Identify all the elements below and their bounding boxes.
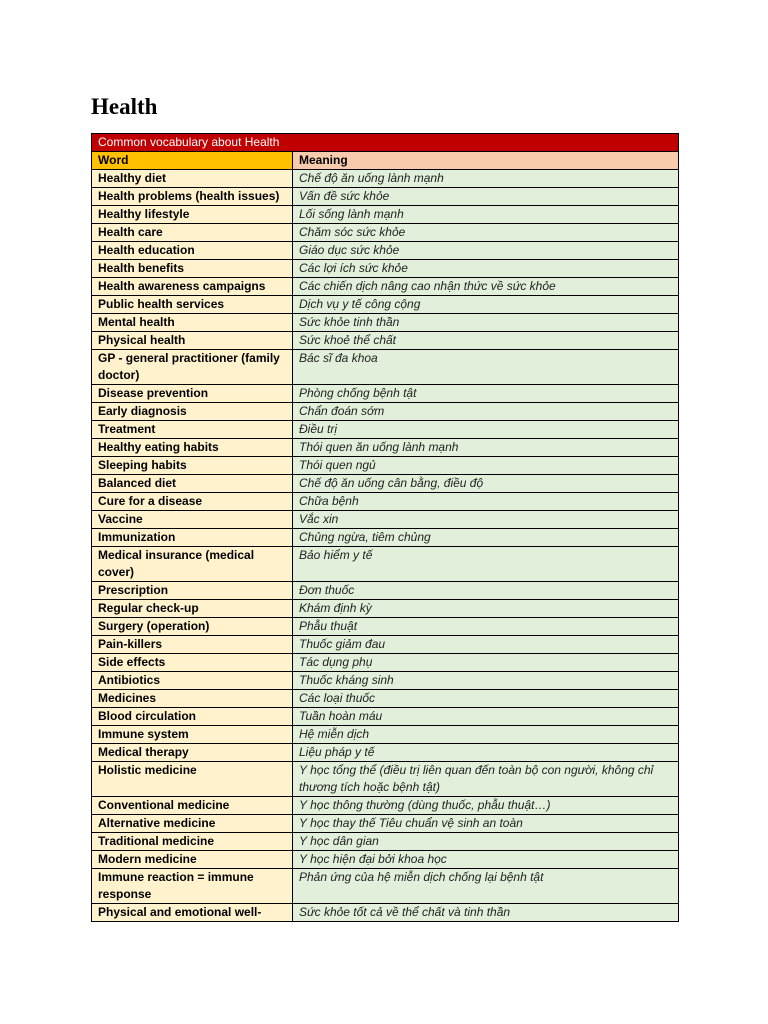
vocab-word: Conventional medicine bbox=[92, 797, 293, 815]
vocab-word: Physical and emotional well- bbox=[92, 904, 293, 922]
vocab-word: Early diagnosis bbox=[92, 403, 293, 421]
vocab-word: Medicines bbox=[92, 690, 293, 708]
vocab-word: Healthy eating habits bbox=[92, 439, 293, 457]
vocab-word: Prescription bbox=[92, 582, 293, 600]
vocabulary-table bbox=[91, 133, 679, 922]
vocab-meaning: Phẫu thuật bbox=[293, 618, 679, 636]
vocab-meaning: Chữa bệnh bbox=[293, 493, 679, 511]
vocab-word: Medical therapy bbox=[92, 744, 293, 762]
vocab-meaning: Vắc xin bbox=[293, 511, 679, 529]
table-row bbox=[92, 385, 679, 403]
table-row bbox=[92, 582, 679, 600]
vocab-word: Sleeping habits bbox=[92, 457, 293, 475]
vocab-meaning: Y học hiện đại bởi khoa học bbox=[293, 851, 679, 869]
vocab-meaning: Bác sĩ đa khoa bbox=[293, 350, 679, 385]
vocab-meaning: Tác dụng phụ bbox=[293, 654, 679, 672]
vocab-meaning: Chăm sóc sức khỏe bbox=[293, 224, 679, 242]
table-row bbox=[92, 618, 679, 636]
vocab-word: Public health services bbox=[92, 296, 293, 314]
vocab-word: GP - general practitioner (family doctor) bbox=[92, 350, 293, 385]
vocab-word: Healthy lifestyle bbox=[92, 206, 293, 224]
table-row bbox=[92, 547, 679, 582]
vocab-word: Healthy diet bbox=[92, 170, 293, 188]
vocab-word: Treatment bbox=[92, 421, 293, 439]
vocab-meaning: Y học thay thế Tiêu chuẩn vệ sinh an toàn bbox=[293, 815, 679, 833]
table-row bbox=[92, 206, 679, 224]
vocab-word: Immune system bbox=[92, 726, 293, 744]
vocab-word: Mental health bbox=[92, 314, 293, 332]
table-row bbox=[92, 726, 679, 744]
table-row bbox=[92, 851, 679, 869]
vocab-meaning: Thuốc kháng sinh bbox=[293, 672, 679, 690]
table-row bbox=[92, 654, 679, 672]
vocab-meaning: Đơn thuốc bbox=[293, 582, 679, 600]
table-row bbox=[92, 242, 679, 260]
table-row bbox=[92, 296, 679, 314]
vocab-word: Cure for a disease bbox=[92, 493, 293, 511]
table-row bbox=[92, 457, 679, 475]
vocab-word: Balanced diet bbox=[92, 475, 293, 493]
header-word: Word bbox=[92, 152, 293, 170]
table-row bbox=[92, 797, 679, 815]
vocab-word: Surgery (operation) bbox=[92, 618, 293, 636]
vocab-meaning: Thói quen ăn uống lành mạnh bbox=[293, 439, 679, 457]
vocab-meaning: Điều trị bbox=[293, 421, 679, 439]
vocab-meaning: Y học tổng thể (điều trị liên quan đến toàn bộ con người, không chỉ thương tích hoặc bệnh tật) bbox=[293, 762, 679, 797]
vocab-word: Traditional medicine bbox=[92, 833, 293, 851]
table-row bbox=[92, 278, 679, 296]
vocab-word: Antibiotics bbox=[92, 672, 293, 690]
vocab-word: Side effects bbox=[92, 654, 293, 672]
vocab-word: Modern medicine bbox=[92, 851, 293, 869]
vocab-word: Blood circulation bbox=[92, 708, 293, 726]
table-caption-row bbox=[92, 134, 679, 152]
table-row bbox=[92, 690, 679, 708]
vocab-word: Disease prevention bbox=[92, 385, 293, 403]
table-row bbox=[92, 708, 679, 726]
vocab-meaning: Vấn đề sức khỏe bbox=[293, 188, 679, 206]
vocab-meaning: Y học thông thường (dùng thuốc, phẫu thuật…) bbox=[293, 797, 679, 815]
vocab-meaning: Y học dân gian bbox=[293, 833, 679, 851]
vocab-meaning: Sức khỏe tốt cả về thể chất và tinh thần bbox=[293, 904, 679, 922]
vocab-meaning: Các loại thuốc bbox=[293, 690, 679, 708]
vocab-meaning: Hệ miễn dịch bbox=[293, 726, 679, 744]
table-row bbox=[92, 493, 679, 511]
table-row bbox=[92, 314, 679, 332]
vocab-meaning: Các lợi ích sức khỏe bbox=[293, 260, 679, 278]
table-row bbox=[92, 600, 679, 618]
table-caption: Common vocabulary about Health bbox=[92, 134, 679, 152]
vocab-word: Immune reaction = immune response bbox=[92, 869, 293, 904]
table-row bbox=[92, 188, 679, 206]
table-body bbox=[92, 170, 679, 922]
table-row bbox=[92, 260, 679, 278]
vocab-meaning: Khám định kỳ bbox=[293, 600, 679, 618]
vocab-word: Health care bbox=[92, 224, 293, 242]
table-row bbox=[92, 636, 679, 654]
vocab-meaning: Giáo dục sức khỏe bbox=[293, 242, 679, 260]
table-row bbox=[92, 762, 679, 797]
table-row bbox=[92, 439, 679, 457]
vocab-meaning: Phản ứng của hệ miễn dịch chống lại bệnh tật bbox=[293, 869, 679, 904]
vocab-word: Alternative medicine bbox=[92, 815, 293, 833]
table-row bbox=[92, 529, 679, 547]
vocab-word: Vaccine bbox=[92, 511, 293, 529]
vocab-meaning: Dịch vụ y tế công cộng bbox=[293, 296, 679, 314]
vocab-meaning: Chế độ ăn uống cân bằng, điều độ bbox=[293, 475, 679, 493]
table-header-row bbox=[92, 152, 679, 170]
page-title: Health bbox=[91, 94, 158, 119]
table-row bbox=[92, 332, 679, 350]
table-row bbox=[92, 672, 679, 690]
vocab-word: Holistic medicine bbox=[92, 762, 293, 797]
vocab-meaning: Phòng chống bệnh tật bbox=[293, 385, 679, 403]
vocab-word: Pain-killers bbox=[92, 636, 293, 654]
vocab-word: Health benefits bbox=[92, 260, 293, 278]
table-row bbox=[92, 350, 679, 385]
header-meaning: Meaning bbox=[293, 152, 679, 170]
table-row bbox=[92, 170, 679, 188]
vocab-word: Physical health bbox=[92, 332, 293, 350]
vocab-meaning: Liệu pháp y tế bbox=[293, 744, 679, 762]
table-row bbox=[92, 904, 679, 922]
vocab-word: Regular check-up bbox=[92, 600, 293, 618]
vocab-word: Medical insurance (medical cover) bbox=[92, 547, 293, 582]
vocab-meaning: Các chiến dịch nâng cao nhận thức về sức khỏe bbox=[293, 278, 679, 296]
vocab-meaning: Lối sống lành mạnh bbox=[293, 206, 679, 224]
vocab-word: Health education bbox=[92, 242, 293, 260]
table-row bbox=[92, 744, 679, 762]
vocab-word: Health problems (health issues) bbox=[92, 188, 293, 206]
table-row bbox=[92, 833, 679, 851]
vocab-meaning: Sức khoẻ thể chất bbox=[293, 332, 679, 350]
vocab-meaning: Chủng ngừa, tiêm chủng bbox=[293, 529, 679, 547]
vocab-meaning: Bảo hiểm y tế bbox=[293, 547, 679, 582]
vocab-meaning: Tuần hoàn máu bbox=[293, 708, 679, 726]
table-row bbox=[92, 224, 679, 242]
vocab-meaning: Thuốc giảm đau bbox=[293, 636, 679, 654]
table-row bbox=[92, 511, 679, 529]
table-row bbox=[92, 869, 679, 904]
table-row bbox=[92, 475, 679, 493]
table-row bbox=[92, 403, 679, 421]
table-row bbox=[92, 815, 679, 833]
table-row bbox=[92, 421, 679, 439]
vocab-meaning: Thói quen ngủ bbox=[293, 457, 679, 475]
vocab-word: Immunization bbox=[92, 529, 293, 547]
vocab-meaning: Sức khỏe tinh thần bbox=[293, 314, 679, 332]
vocab-meaning: Chẩn đoán sớm bbox=[293, 403, 679, 421]
vocab-meaning: Chế độ ăn uống lành mạnh bbox=[293, 170, 679, 188]
vocab-word: Health awareness campaigns bbox=[92, 278, 293, 296]
